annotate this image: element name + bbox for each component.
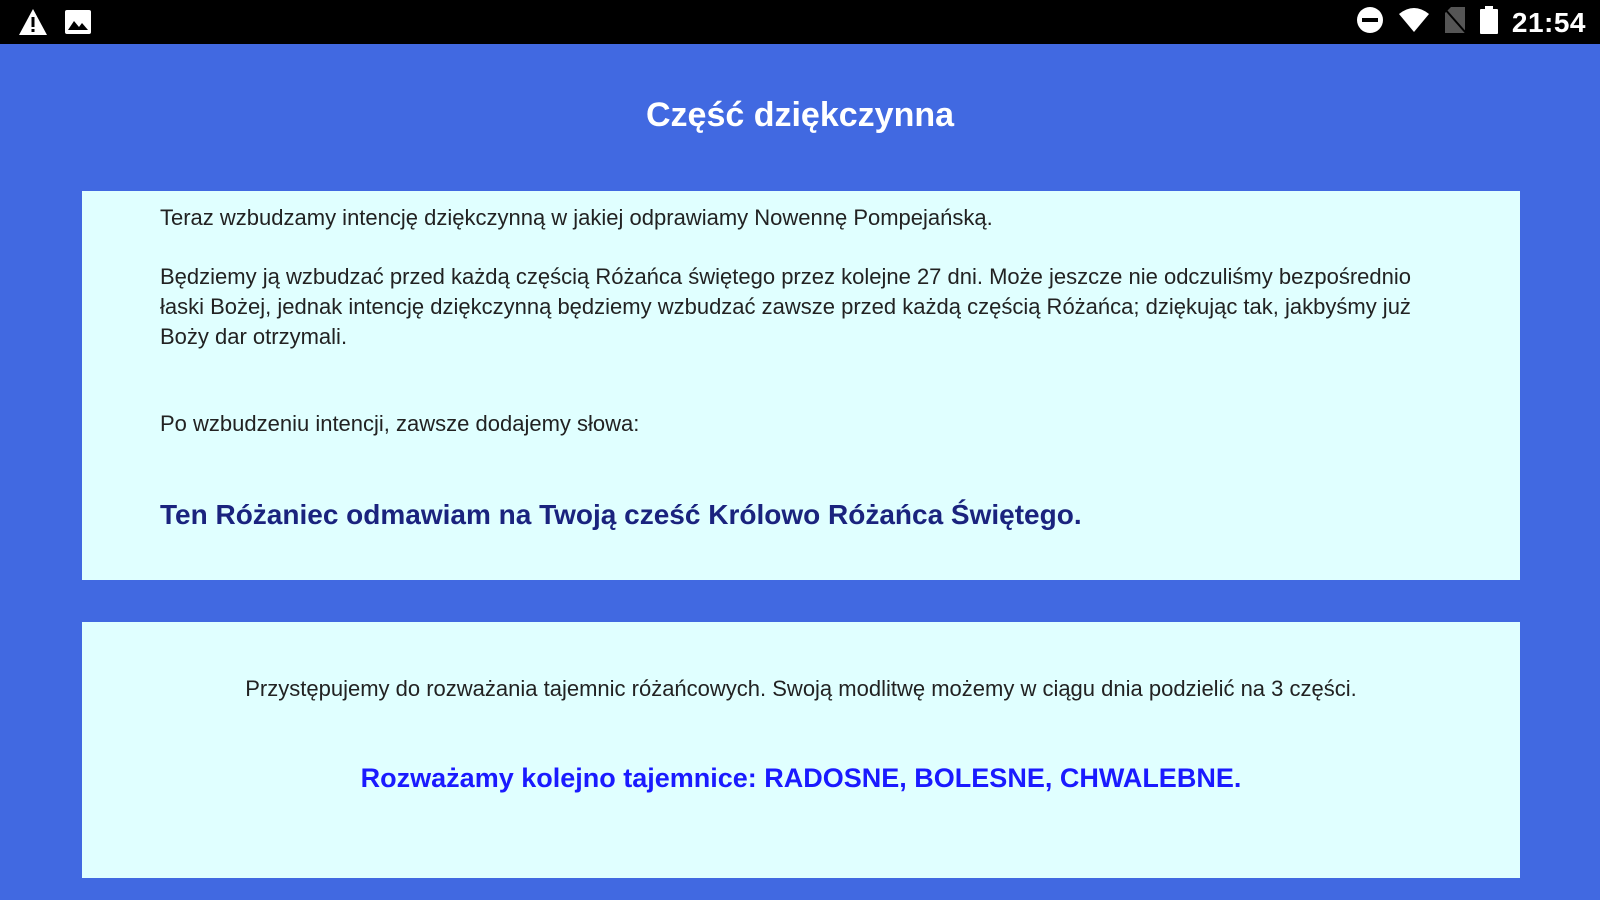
status-right-icons	[1356, 6, 1586, 39]
intention-paragraph-2: Będziemy ją wzbudzać przed każdą częścią Różańca świętego przez kolejne 27 dni. Może jeszcze nie odczuliśmy bezpośrednio łaski Bożej, jednak intencję dziękczynną będziemy wzbudzać zawsze przed każdą częścią Różańca; dziękując tak, jakbyśmy już Boży dar otrzymali.	[160, 264, 1411, 349]
intention-card	[82, 191, 1520, 580]
do-not-disturb-icon	[1356, 6, 1384, 39]
intention-paragraph-3: Po wzbudzeniu intencji, zawsze dodajemy słowa:	[160, 411, 640, 436]
status-bar	[0, 0, 1600, 44]
prayer-text: Ten Różaniec odmawiam na Twoją cześć Królowo Różańca Świętego.	[160, 499, 1082, 530]
status-left-icons	[18, 8, 92, 41]
status-time: 21:54	[1511, 6, 1586, 38]
no-sim-icon	[1444, 6, 1466, 39]
page-title: Część dziękczynna	[645, 96, 955, 134]
mysteries-card	[82, 622, 1520, 878]
mysteries-intro-paragraph: Przystępujemy do rozważania tajemnic różańcowych. Swoją modlitwę możemy w ciągu dnia podzielić na 3 części.	[245, 676, 1357, 701]
mysteries-list-text: Rozważamy kolejno tajemnice: RADOSNE, BOLESNE, CHWALEBNE.	[360, 763, 1242, 793]
wifi-icon	[1398, 7, 1430, 38]
warning-icon	[18, 8, 48, 41]
battery-icon	[1480, 6, 1498, 39]
image-icon	[64, 9, 92, 40]
intention-paragraph-1: Teraz wzbudzamy intencję dziękczynną w jakiej odprawiamy Nowennę Pompejańską.	[160, 205, 993, 230]
